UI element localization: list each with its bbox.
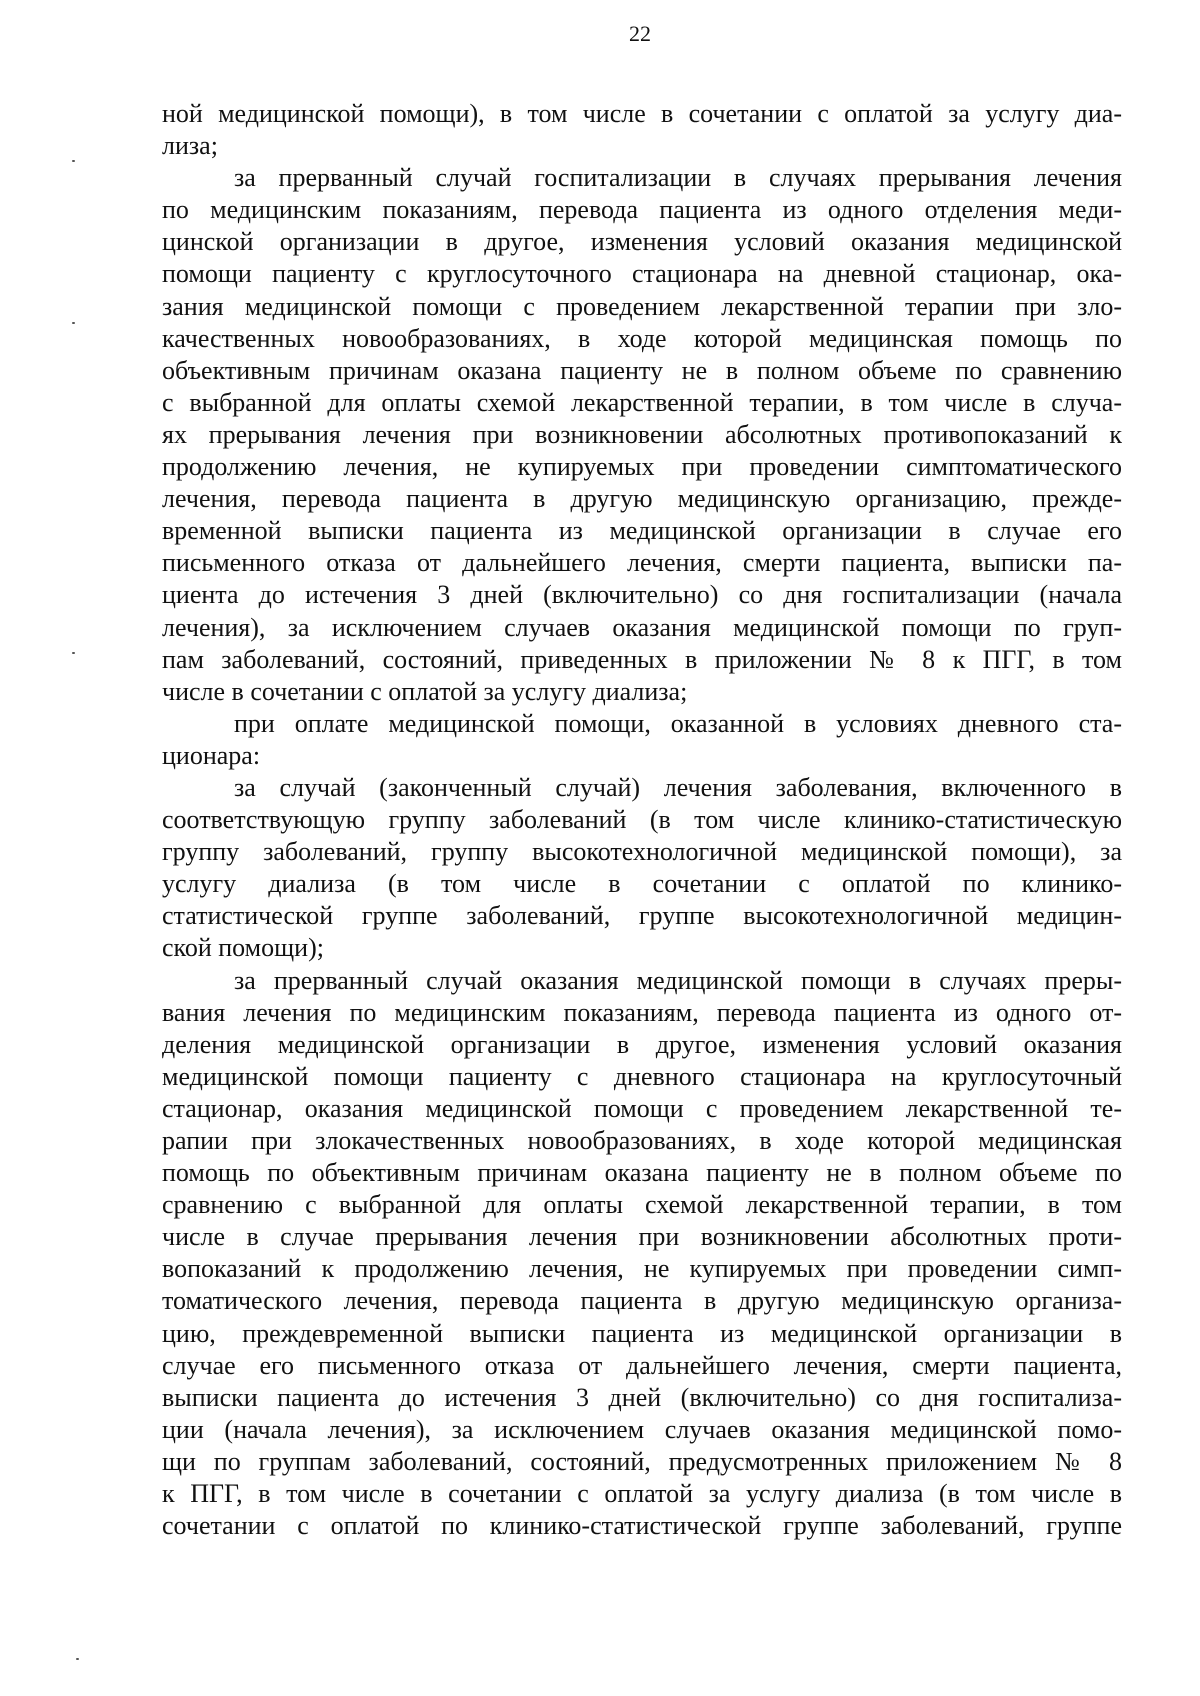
scan-speck <box>72 160 75 162</box>
text-line: качественных новообразованиях, в ходе которой медицинская помощь по <box>162 323 1122 353</box>
text-line: группу заболеваний, группу высокотехнологичной медицинской помощи), за <box>162 837 1122 867</box>
text-line: статистической группе заболеваний, группе высокотехнологичной медицин- <box>162 901 1122 931</box>
scan-speck <box>76 1658 79 1660</box>
text-line: деления медицинской организации в другое, изменения условий оказания <box>162 1029 1122 1059</box>
text-line: письменного отказа от дальнейшего лечения, смерти пациента, выписки па- <box>162 548 1122 578</box>
text-line: сочетании с оплатой по клинико-статистической группе заболеваний, группе <box>162 1511 1122 1541</box>
text-line: за случай (законченный случай) лечения заболевания, включенного в <box>234 772 1122 802</box>
page-number: 22 <box>629 21 651 46</box>
text-line: с выбранной для оплаты схемой лекарственной терапии, в том числе в случа- <box>162 387 1122 417</box>
text-line: объективным причинам оказана пациенту не в полном объеме по сравнению <box>162 355 1122 385</box>
text-line: ции (начала лечения), за исключением случаев оказания медицинской помо- <box>162 1414 1122 1444</box>
scan-speck <box>72 652 75 654</box>
text-line: вопоказаний к продолжению лечения, не купируемых при проведении симп- <box>162 1254 1122 1284</box>
text-line: случае его письменного отказа от дальнейшего лечения, смерти пациента, <box>162 1350 1122 1380</box>
text-line: лечения, перевода пациента в другую медицинскую организацию, прежде- <box>162 484 1122 514</box>
text-line: выписки пациента до истечения 3 дней (включительно) со дня госпитализа- <box>162 1382 1122 1412</box>
text-line: ях прерывания лечения при возникновении абсолютных противопоказаний к <box>162 419 1122 449</box>
text-line: по медицинским показаниям, перевода пациента из одного отделения меди- <box>162 195 1122 225</box>
text-line: числе в сочетании с оплатой за услугу диализа; <box>162 676 688 706</box>
text-line: числе в случае прерывания лечения при возникновении абсолютных проти- <box>162 1222 1122 1252</box>
text-line: к ПГГ, в том числе в сочетании с оплатой за услугу диализа (в том числе в <box>162 1479 1122 1509</box>
text-line: циента до истечения 3 дней (включительно) со дня госпитализации (начала <box>162 580 1122 610</box>
text-line: пам заболеваний, состояний, приведенных в приложении № 8 к ПГГ, в том <box>162 644 1122 674</box>
text-line: вания лечения по медицинским показаниям, перевода пациента из одного от- <box>162 997 1122 1027</box>
text-line: соответствующую группу заболеваний (в том числе клинико-статистическую <box>162 805 1122 835</box>
text-line: ционара: <box>162 740 261 770</box>
text-line: лиза; <box>162 131 218 161</box>
document-body <box>162 98 1122 1542</box>
text-line: рапии при злокачественных новообразованиях, в ходе которой медицинская <box>162 1126 1122 1155</box>
text-line: ской помощи); <box>162 933 324 963</box>
text-line: помощи пациенту с круглосуточного стационара на дневной стационар, ока- <box>162 259 1122 289</box>
text-line: продолжению лечения, не купируемых при проведении симптоматического <box>162 452 1122 482</box>
text-line: цинской организации в другое, изменения условий оказания медицинской <box>162 227 1122 257</box>
text-line: ной медицинской помощи), в том числе в сочетании с оплатой за услугу диа- <box>162 99 1122 128</box>
text-line: медицинской помощи пациенту с дневного стационара на круглосуточный <box>162 1061 1122 1091</box>
text-line: за прерванный случай оказания медицинской помощи в случаях преры- <box>234 965 1122 995</box>
text-line: зания медицинской помощи с проведением лекарственной терапии при зло- <box>162 291 1122 321</box>
text-line: стационар, оказания медицинской помощи с проведением лекарственной те- <box>162 1093 1122 1123</box>
text-line: услугу диализа (в том числе в сочетании с оплатой по клинико- <box>162 869 1122 899</box>
text-line: цию, преждевременной выписки пациента из медицинской организации в <box>162 1318 1122 1348</box>
scan-speck <box>72 322 75 324</box>
text-line: сравнению с выбранной для оплаты схемой лекарственной терапии, в том <box>162 1190 1122 1220</box>
text-line: временной выписки пациента из медицинской организации в случае его <box>162 516 1122 546</box>
text-line: помощь по объективным причинам оказана пациенту не в полном объеме по <box>162 1158 1122 1188</box>
text-line: при оплате медицинской помощи, оказанной в условиях дневного ста- <box>234 708 1122 738</box>
text-line: за прерванный случай госпитализации в случаях прерывания лечения <box>234 163 1122 193</box>
text-line: лечения), за исключением случаев оказания медицинской помощи по груп- <box>162 612 1122 642</box>
text-line: щи по группам заболеваний, состояний, предусмотренных приложением № 8 <box>162 1446 1122 1476</box>
text-line: томатического лечения, перевода пациента в другую медицинскую организа- <box>162 1286 1122 1316</box>
